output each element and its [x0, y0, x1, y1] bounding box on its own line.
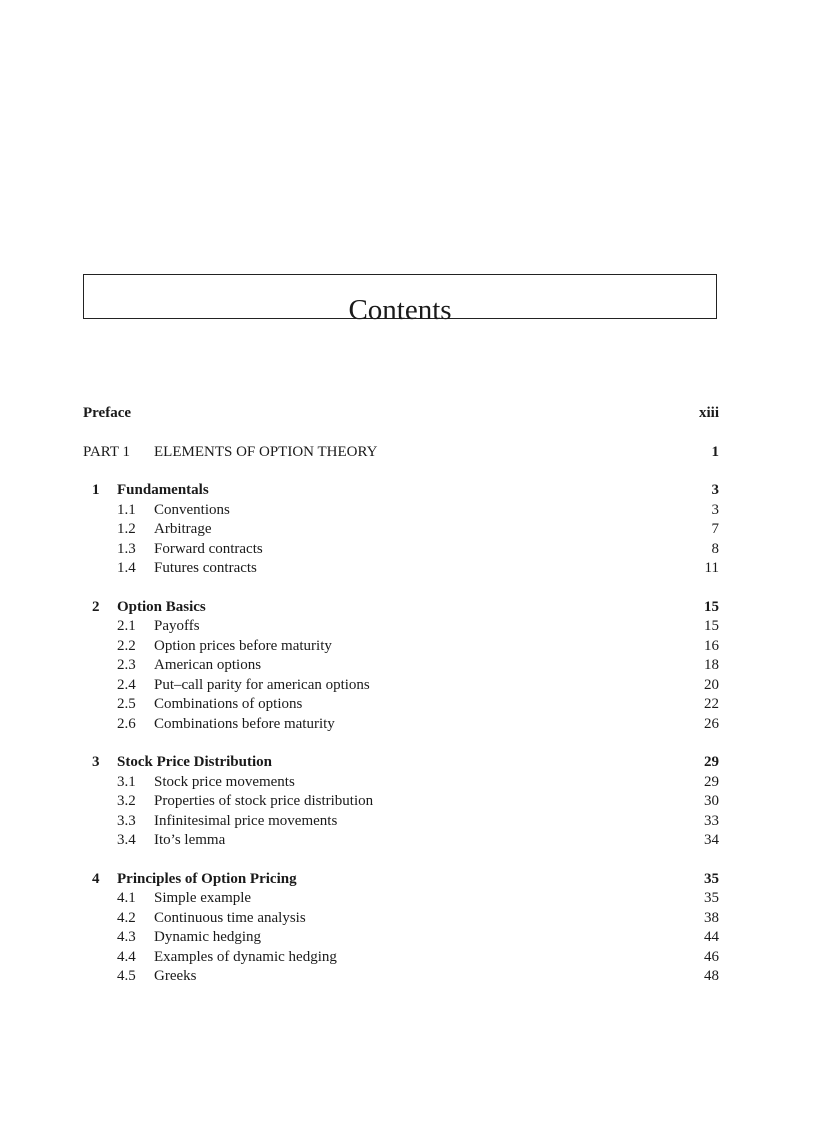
section-number: 1.3 [117, 540, 136, 557]
section-page-number: 15 [704, 618, 719, 634]
toc-entry-section-3-3[interactable] [83, 812, 719, 832]
section-number: 3.3 [117, 812, 136, 829]
section-number: 2.2 [117, 637, 136, 654]
part-number: PART 1 [83, 443, 131, 460]
toc-entry-section-4-5[interactable] [83, 967, 719, 987]
toc-entry-part-1[interactable] [83, 443, 719, 463]
toc-entry-section-3-1[interactable] [83, 773, 719, 793]
toc-entry-section-4-4[interactable] [83, 948, 719, 968]
chapter-page-number: 3 [711, 482, 719, 498]
section-number: 2.1 [117, 618, 136, 634]
section-page-number: 7 [711, 521, 719, 537]
section-title: Arbitrage [154, 521, 212, 537]
toc-entry-section-4-3[interactable] [83, 928, 719, 948]
preface-page-number: xiii [698, 405, 719, 421]
toc-entry-section-2-4[interactable] [83, 676, 719, 696]
section-number: 2.6 [117, 715, 136, 732]
toc-entry-section-1-2[interactable] [83, 520, 719, 540]
table-of-contents [83, 404, 719, 987]
section-title: Forward contracts [154, 540, 263, 557]
toc-entry-section-4-2[interactable] [83, 909, 719, 929]
toc-entry-section-2-2[interactable] [83, 637, 719, 657]
chapter-page-number: 15 [704, 598, 719, 615]
chapter-number: 2 [92, 598, 100, 615]
toc-entry-preface[interactable] [83, 404, 719, 424]
section-page-number: 3 [711, 501, 719, 518]
section-title: Option prices before maturity [154, 637, 332, 654]
section-title: Dynamic hedging [154, 929, 262, 945]
section-title: Greeks [154, 968, 197, 984]
toc-entry-chapter-4[interactable] [83, 870, 719, 890]
chapter-number: 4 [92, 870, 100, 887]
section-number: 1.1 [117, 501, 136, 518]
section-title: Payoffs [154, 618, 200, 634]
contents-title-box [83, 274, 717, 326]
section-title: American options [154, 657, 262, 673]
toc-entry-section-3-4[interactable] [83, 831, 719, 851]
chapter-title: Principles of Option Pricing [117, 870, 297, 887]
chapter-page-number: 35 [704, 870, 719, 887]
toc-entry-section-4-1[interactable] [83, 889, 719, 909]
section-title: Stock price movements [154, 773, 295, 790]
section-number: 4.3 [117, 929, 136, 945]
toc-entry-chapter-3[interactable] [83, 753, 719, 773]
section-title: Put–call parity for american options [154, 676, 370, 693]
section-title: Examples of dynamic hedging [154, 948, 337, 965]
preface-label: Preface [83, 405, 132, 421]
section-title: Conventions [154, 501, 230, 518]
section-number: 4.5 [117, 968, 136, 984]
toc-entry-section-1-1[interactable] [83, 501, 719, 521]
toc-entry-section-3-2[interactable] [83, 792, 719, 812]
section-title: Continuous time analysis [154, 909, 306, 926]
section-title: Combinations before maturity [154, 715, 335, 732]
section-number: 2.5 [117, 696, 136, 712]
section-title: Combinations of options [154, 696, 303, 712]
chapter-number: 1 [92, 482, 100, 498]
chapter-title: Fundamentals [117, 482, 209, 498]
section-title: Infinitesimal price movements [154, 812, 338, 829]
toc-entry-section-1-4[interactable] [83, 559, 719, 579]
section-page-number: 33 [704, 812, 719, 829]
toc-entry-section-2-5[interactable] [83, 695, 719, 715]
chapter-number: 3 [92, 754, 100, 770]
section-page-number: 35 [704, 890, 719, 906]
section-page-number: 22 [704, 696, 719, 712]
toc-entry-section-1-3[interactable] [83, 540, 719, 560]
title-rule-right [471, 318, 716, 319]
section-number: 3.4 [117, 832, 136, 848]
section-number: 1.2 [117, 521, 136, 537]
section-title: Simple example [154, 890, 252, 906]
section-title: Properties of stock price distribution [154, 793, 374, 809]
part-title: ELEMENTS OF OPTION THEORY [154, 443, 378, 460]
section-page-number: 20 [704, 676, 719, 693]
section-page-number: 16 [704, 637, 719, 654]
part-page-number: 1 [711, 443, 719, 460]
section-number: 4.2 [117, 909, 136, 926]
section-page-number: 29 [704, 773, 719, 790]
toc-entry-section-2-3[interactable] [83, 656, 719, 676]
section-number: 3.1 [117, 773, 136, 790]
chapter-title: Option Basics [117, 598, 206, 615]
section-number: 2.4 [117, 676, 136, 693]
section-number: 2.3 [117, 657, 136, 673]
section-number: 4.1 [117, 890, 136, 906]
toc-entry-section-2-1[interactable] [83, 617, 719, 637]
toc-entry-chapter-1[interactable] [83, 481, 719, 501]
section-title: Futures contracts [154, 560, 257, 576]
toc-entry-section-2-6[interactable] [83, 715, 719, 735]
section-page-number: 48 [704, 968, 719, 984]
section-page-number: 30 [704, 793, 719, 809]
section-title: Ito’s lemma [154, 832, 226, 848]
section-page-number: 26 [704, 715, 719, 732]
section-page-number: 11 [704, 560, 719, 576]
section-page-number: 44 [704, 929, 719, 945]
page-title: Contents [348, 294, 452, 326]
section-number: 3.2 [117, 793, 136, 809]
toc-entry-chapter-2[interactable] [83, 598, 719, 618]
section-page-number: 46 [704, 948, 719, 965]
chapter-page-number: 29 [704, 754, 719, 770]
section-number: 4.4 [117, 948, 136, 965]
section-page-number: 18 [704, 657, 719, 673]
section-page-number: 8 [711, 540, 719, 557]
chapter-title: Stock Price Distribution [117, 754, 272, 770]
section-page-number: 38 [704, 909, 719, 926]
section-page-number: 34 [704, 832, 719, 848]
section-number: 1.4 [117, 560, 136, 576]
